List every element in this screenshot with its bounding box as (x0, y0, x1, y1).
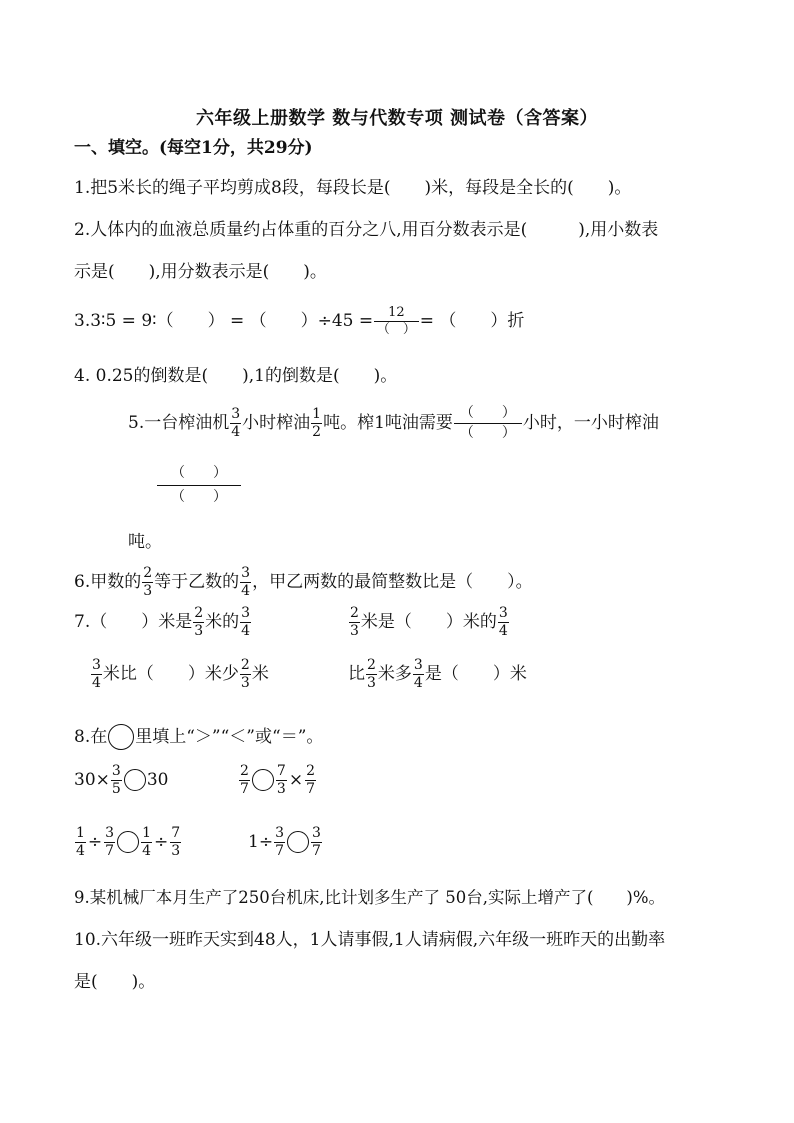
compare-circle[interactable] (108, 724, 134, 750)
q3-text-a: 3.3∶5 = 9∶（ ） = （ ）÷45 = (74, 310, 374, 331)
q3-text-b: = （ ）折 (419, 310, 525, 331)
q7-r1-text-c: 米是（ ）米的 (360, 611, 497, 632)
q7-den: 3 (350, 622, 359, 639)
q8-intro-b: 里填上“＞”“＜”或“＝”。 (135, 726, 324, 747)
compare-circle[interactable] (252, 769, 274, 791)
q8-operator: ÷ (87, 831, 103, 852)
q8-den: 7 (240, 780, 249, 797)
q5-f2-den: 2 (312, 423, 322, 440)
question-7-row-2-right (348, 658, 527, 690)
q7-r2-text-d: 米多 (377, 663, 412, 684)
q8-fraction (104, 826, 115, 858)
q5-blank2-den: （ ） (171, 488, 227, 505)
question-2-line-1: 2.人体内的血液总质量约占体重的百分之八,用百分数表示是( ),用小数表 (74, 220, 659, 240)
q7-num: 2 (367, 657, 376, 673)
q6-f1-num: 2 (143, 565, 153, 581)
q8-fraction (274, 826, 285, 858)
q6-text-b: 等于乙数的 (154, 571, 240, 592)
q5-fraction-1 (230, 407, 241, 439)
q7-fraction (240, 658, 251, 690)
q8-num: 1 (76, 825, 85, 841)
q7-fraction (413, 658, 424, 690)
q7-den: 3 (194, 622, 204, 639)
q7-num: 2 (194, 605, 204, 621)
q7-den: 3 (367, 674, 376, 691)
q5-f2-num: 1 (312, 406, 322, 422)
q5-text-d: 小时，一小时榨油 (522, 412, 659, 433)
q5-blank-den: （ ） (459, 424, 516, 441)
q8-fraction (305, 764, 316, 796)
q7-r2-text-e: 是（ ）米 (424, 663, 527, 684)
q8-num: 3 (311, 825, 321, 841)
q8-num: 2 (240, 763, 249, 779)
question-7-row-1-right (348, 606, 510, 638)
q8-num: 1 (142, 825, 152, 841)
q6-f2-den: 4 (241, 582, 251, 599)
q6-f1-den: 3 (143, 582, 153, 599)
q8-fraction (170, 826, 181, 858)
q7-num: 3 (241, 605, 251, 621)
q7-num: 2 (350, 605, 359, 621)
q7-den: 4 (92, 674, 101, 691)
q8-num: 3 (111, 763, 121, 779)
q8-den: 7 (306, 780, 316, 797)
question-10-line-1: 10.六年级一班昨天实到48人，1人请事假,1人请病假,六年级一班昨天的出勤率 (74, 930, 666, 950)
q8-e1-b: 30 (146, 769, 169, 790)
q8-den: 7 (311, 842, 321, 859)
q5-blank-fraction-2 (156, 466, 242, 504)
q8-num: 7 (171, 825, 181, 841)
q8-fraction (141, 826, 152, 858)
q7-num: 3 (413, 657, 423, 673)
q6-text-c: ，甲乙两数的最简整数比是（ ）。 (252, 571, 533, 592)
q5-blank-fraction-2-inner (157, 466, 241, 504)
q8-num: 7 (276, 763, 286, 779)
q5-unit: 吨。 (128, 532, 162, 552)
q8-den: 4 (76, 842, 85, 859)
q8-operator: × (288, 769, 304, 790)
question-4: 4. 0.25的倒数是( ),1的倒数是( )。 (74, 366, 398, 386)
section-heading: 一、填空。(每空1分，共29分) (74, 138, 313, 158)
q8-num: 3 (275, 825, 284, 841)
q5-text-b: 小时榨油 (242, 412, 311, 433)
q5-blank-num: （ ） (454, 406, 522, 424)
q7-fraction (349, 606, 360, 638)
q8-expression-2 (238, 764, 317, 796)
q8-den: 5 (111, 780, 121, 797)
compare-circle[interactable] (124, 769, 146, 791)
question-6 (74, 566, 533, 598)
q7-num: 2 (240, 657, 250, 673)
compare-circle[interactable] (287, 831, 309, 853)
q8-intro-a: 8.在 (74, 726, 108, 747)
q7-fraction (498, 606, 509, 638)
q6-f2-num: 3 (241, 565, 251, 581)
q8-den: 7 (105, 842, 115, 859)
q7-den: 3 (240, 674, 250, 691)
q8-expression-1 (74, 764, 168, 796)
q7-r1-text-b: 米的 (205, 611, 240, 632)
q7-num: 3 (92, 657, 101, 673)
q8-den: 7 (275, 842, 284, 859)
q5-f1-num: 3 (231, 406, 241, 422)
q5-fraction-2 (311, 407, 322, 439)
question-5 (128, 406, 659, 440)
q3-numerator: 12 (374, 306, 419, 322)
compare-circle[interactable] (117, 831, 139, 853)
q7-r2-text-c: 比 (348, 663, 365, 684)
question-7-row-1-left (74, 606, 252, 638)
question-8-intro (74, 724, 323, 750)
q6-fraction-1 (142, 566, 153, 598)
question-1: 1.把5米长的绳子平均剪成8段，每段长是( )米，每段是全长的( )。 (74, 178, 632, 198)
q8-den: 4 (142, 842, 152, 859)
q8-den: 3 (171, 842, 181, 859)
page-title: 六年级上册数学 数与代数专项 测试卷（含答案） (195, 108, 599, 129)
q6-fraction-2 (240, 566, 251, 598)
q7-fraction (193, 606, 204, 638)
q5-blank2-num: （ ） (157, 466, 241, 486)
question-9: 9.某机械厂本月生产了250台机床,比计划多生产了 50台,实际上增产了( )%。 (74, 888, 666, 907)
question-3 (74, 306, 524, 336)
question-2-line-2: 示是( ),用分数表示是( )。 (74, 262, 327, 282)
q7-fraction (366, 658, 377, 690)
q8-fraction (311, 826, 322, 858)
q3-denominator: （ ） (376, 321, 416, 337)
q7-fraction (240, 606, 251, 638)
q8-e1-a: 30× (74, 769, 110, 790)
q5-text-a: 5.一台榨油机 (128, 412, 230, 433)
q7-num: 3 (498, 605, 508, 621)
q8-den: 3 (276, 780, 286, 797)
q7-den: 4 (498, 622, 508, 639)
q7-den: 4 (413, 674, 423, 691)
q5-text-c: 吨。榨1吨油需要 (323, 412, 453, 433)
q8-fraction (111, 764, 122, 796)
q7-r2-text-b: 米 (251, 663, 269, 684)
q8-expression-3 (74, 826, 182, 858)
q8-num: 2 (306, 763, 316, 779)
q8-fraction (239, 764, 250, 796)
q8-fraction (75, 826, 86, 858)
question-7-row-2-left (90, 658, 269, 690)
q8-operator: ÷ (154, 831, 169, 852)
q5-blank-fraction (454, 406, 522, 440)
q8-fraction (276, 764, 287, 796)
q7-den: 4 (241, 622, 251, 639)
q6-text-a: 6.甲数的 (74, 571, 142, 592)
q8-num: 3 (105, 825, 115, 841)
q7-r2-text-a: 米比（ ）米少 (102, 663, 239, 684)
question-10-line-2: 是( )。 (74, 972, 156, 992)
q8-expression-4 (248, 826, 323, 858)
q7-fraction (91, 658, 102, 690)
q5-f1-den: 4 (231, 423, 241, 440)
q3-fraction (374, 306, 419, 336)
q8-e4-a: 1÷ (248, 831, 274, 852)
q7-r1-text-a: 7.（ ）米是 (74, 611, 193, 632)
